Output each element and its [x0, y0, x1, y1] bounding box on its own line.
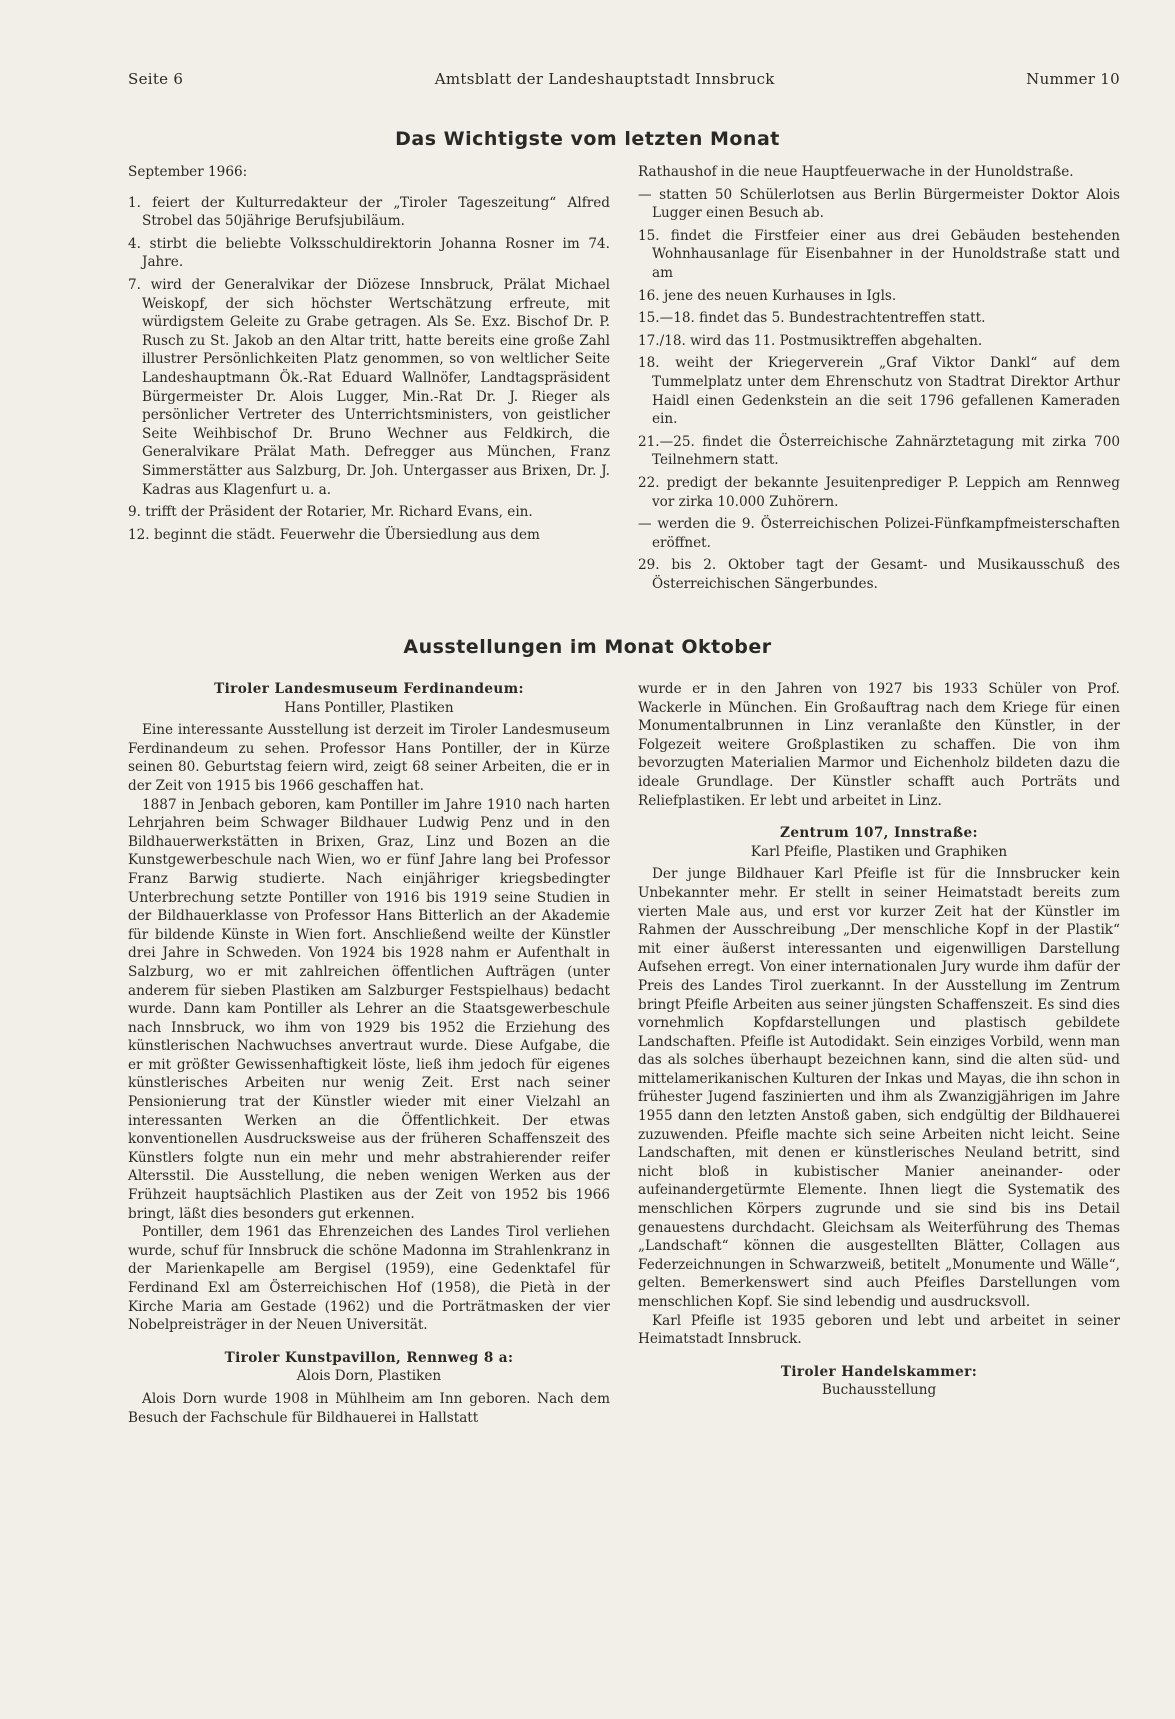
news-entry: — werden die 9. Österreichischen Polizei-Fünfkampfmeisterschaften eröffnet. [638, 516, 1120, 551]
publication-title: Amtsblatt der Landeshauptstadt Innsbruck [434, 70, 775, 88]
exhibitions-column-right [638, 680, 1120, 1404]
news-entry: 12. beginnt die städt. Feuerwehr die Übersiedlung aus dem [128, 526, 540, 543]
news-entry: 22. predigt der bekannte Jesuitenprediger P. Leppich am Rennweg vor zirka 10.000 Zuhörern. [638, 474, 1120, 510]
news-entry: 17./18. wird das 11. Postmusiktreffen abgehalten. [638, 332, 983, 349]
zentrum-heading: Zentrum 107, Innstraße: [780, 825, 978, 842]
news-entry-continued: Rathaushof in die neue Hauptfeuerwache in der Hunoldstraße. [638, 164, 1074, 180]
news-entry: 7. wird der Generalvikar der Diözese Innsbruck, Prälat Michael Weiskopf, der sich höchster Wertschätzung erfreute, mit würdigstem Geleite zu Grabe getragen. Als Se. Exz. Bischof Dr. P. Rusch zu St. Jakob an den Altar tritt, hatte bereits eine große Zahl illustrer Persönlichkeiten Platz genommen, so von weltlicher Seite Landeshauptmann Ök.-Rat Eduard Wallnöfer, Landtagspräsident Bürgermeister Dr. Alois Lugger, Min.-Rat Dr. J. Rieger als persönlicher Vertreter des Unterrichtsministers, von geistlicher Seite Weihbischof Dr. Bruno Wechner aus Feldkirch, die Generalvikare Prälat Math. Defregger aus München, Franz Simmerstätter aus Salzburg, Dr. Joh. Untergasser aus Brixen, Dr. J. Kadras aus Klagenfurt u. a. [128, 276, 610, 498]
news-column-left [128, 163, 610, 548]
news-entry: 21.—25. findet die Österreichische Zahnärztetagung mit zirka 700 Teilnehmern statt. [638, 433, 1120, 469]
month-label: September 1966: [128, 164, 248, 180]
news-entry: 4. stirbt die beliebte Volksschuldirektorin Johanna Rosner im 74. Jahre. [128, 235, 610, 271]
news-entry: 1. feiert der Kulturredakteur der „Tiroler Tageszeitung“ Alfred Strobel das 50jährige Berufsjubiläum. [128, 194, 610, 230]
news-entry: 15.—18. findet das 5. Bundestrachtentreffen statt. [638, 310, 986, 327]
page-header [128, 70, 1120, 88]
article-paragraph-continued: wurde er in den Jahren von 1927 bis 1933 Schüler von Prof. Wackerle in München. Ein Großauftrag nach dem Kriege für einen Monumentalbrunnen in Linz veranlaßte den Künstler, in der Folgezeit weitere Großplastiken zu schaffen. Die von ihm bevorzugten Materialien Marmor und Eichenholz bildeten dazu die ideale Grundlage. Der Künstler schafft auch Porträts und Reliefplastiken. Er lebt und arbeitet in Linz. [638, 681, 1120, 809]
handelskammer-subheading: Buchausstellung [821, 1382, 937, 1399]
zentrum-subheading: Karl Pfeifle, Plastiken und Graphiken [750, 843, 1008, 860]
page-number: Seite 6 [128, 70, 184, 88]
news-entry: 29. bis 2. Oktober tagt der Gesamt- und Musikausschuß des Österreichischen Sängerbundes. [638, 557, 1120, 592]
article-paragraph: 1887 in Jenbach geboren, kam Pontiller im Jahre 1910 nach harten Lehrjahren beim Schwager Bildhauer Ludwig Penz und in den Bildhauerwerkstätten in Brixen, Graz, Linz und Bozen an die Kunstgewerbeschule nach Wien, wo er fünf Jahre lang bei Professor Franz Barwig studierte. Nach einjähriger kriegsbedingter Unterbrechung setzte Pontiller von 1916 bis 1919 seine Studien in der Bildhauerklasse von Professor Hans Bitterlich an der Akademie für bildende Künste in Wien fort. Anschließend weilte der Künstler drei Jahre in Schweden. Von 1924 bis 1928 nahm er Aufenthalt in Salzburg, wo er mit zahlreichen öffentlichen Aufträgen (unter anderem für sieben Plastiken am Salzburger Festspielhaus) bedacht wurde. Dann kam Pontiller als Lehrer an die Staatsgewerbeschule nach Innsbruck, wo ihm von 1929 bis 1952 die Erziehung des künstlerischen Nachwuchses anvertraut wurde. Diese Aufgabe, die er mit größter Gewissenhaftigkeit löste, ließ ihm jedoch für eigenes künstlerisches Arbeiten nur wenig Zeit. Erst nach seiner Pensionierung trat der Künstler wieder mit einer Vielzahl an interessanten Werken an die Öffentlichkeit. Der etwas konventionellen Ausdrucksweise aus der früheren Schaffenszeit des Künstlers folgte nun ein mehr und mehr abstrahierender reifer Altersstil. Die Ausstellung, die neben wenigen Werken aus der Frühzeit hauptsächlich Plastiken aus der Zeit von 1952 bis 1966 bringt, läßt dies besonders gut erkennen. [128, 796, 610, 1222]
article-paragraph: Der junge Bildhauer Karl Pfeifle ist für die Innsbrucker kein Unbekannter mehr. Er stellt in seiner Heimatstadt bereits zum vierten Male aus, und erst vor kurzer Zeit hat der Künstler im Rahmen der Ausschreibung „Der menschliche Kopf in der Plastik“ mit einer äußerst interessanten und eigenwilligen Darstellung Aufsehen erregt. Von einer internationalen Jury wurde ihm dafür der Preis des Landes Tirol zuerkannt. In der Ausstellung im Zentrum bringt Pfeifle Arbeiten aus seiner jüngsten Schaffenszeit. Es sind dies vornehmlich Kopfdarstellungen und plastisch gebildete Landschaften. Pfeifle ist Autodidakt. Sein einziges Vorbild, wenn man das als solches überhaupt bezeichnen kann, sind die alten süd- und mittelamerikanischen Kulturen der Inkas und Mayas, die ihn schon in frühester Jugend faszinierten und ihm als Zwanzigjährigen im Jahre 1955 dann den letzten Anstoß gaben, sich endgültig der Bildhauerei zuzuwenden. Pfeifle machte sich seine Arbeiten nicht leicht. Seine Landschaften, mit denen er künstlerisches Neuland betritt, sind nicht bloß in kubistischer Manier aneinander- oder aufeinandergetürmte Elemente. Ihnen liegt die Systematik des menschlichen Körpers zugrunde und sie sind bis ins Detail genauestens durchdacht. Gleichsam als Weiterführung des Themas „Landschaft“ können die ausgestellten Blätter, Collagen aus Federzeichnungen in Schwarzweiß, betitelt „Monumente und Wälle“, gelten. Bemerkenswert sind auch Pfeifles Darstellungen vom menschlichen Kopf. Sie sind lebendig und ausdrucksvoll. [638, 866, 1120, 1310]
ferdinandeum-subheading: Hans Pontiller, Plastiken [284, 699, 454, 716]
news-entry: — statten 50 Schülerlotsen aus Berlin Bürgermeister Doktor Alois Lugger einen Besuch ab. [638, 186, 1120, 222]
handelskammer-heading: Tiroler Handelskammer: [780, 1363, 978, 1380]
news-entry: 15. findet die Firstfeier einer aus drei Gebäuden bestehenden Wohnhausanlage für Eisenbahner in der Hunoldstraße statt und am [638, 227, 1120, 281]
ferdinandeum-heading: Tiroler Landesmuseum Ferdinandeum: [214, 681, 524, 697]
article-paragraph: Karl Pfeifle ist 1935 geboren und lebt und arbeitet in seiner Heimatstadt Innsbruck. [638, 1312, 1120, 1348]
section-title-exhibitions: Ausstellungen im Monat Oktober [403, 636, 772, 658]
issue-number: Nummer 10 [1026, 70, 1120, 88]
news-entry: 18. weiht der Kriegerverein „Graf Viktor Dankl“ auf dem Tummelplatz unter dem Ehrenschutz von Stadtrat Direktor Arthur Haidl einen Gedenkstein an die seit 1796 gefallenen Kameraden ein. [638, 355, 1120, 428]
article-paragraph: Alois Dorn wurde 1908 in Mühlheim am Inn geboren. Nach dem Besuch der Fachschule für Bildhauerei in Hallstatt [128, 1390, 610, 1426]
news-entry: 16. jene des neuen Kurhauses in Igls. [638, 287, 897, 304]
section-title-monthly-news: Das Wichtigste vom letzten Monat [395, 128, 780, 150]
kunstpavillon-heading: Tiroler Kunstpavillon, Rennweg 8 a: [224, 1349, 514, 1366]
news-column-right [638, 163, 1120, 597]
article-paragraph: Eine interessante Ausstellung ist derzeit im Tiroler Landesmuseum Ferdinandeum zu sehen. Professor Hans Pontiller, der in Kürze seinen 80. Geburtstag feiern wird, zeigt 68 seiner Arbeiten, die er in der Zeit von 1915 bis 1966 geschaffen hat. [128, 722, 610, 794]
exhibitions-column-left [128, 680, 610, 1427]
news-entry: 9. trifft der Präsident der Rotarier, Mr. Richard Evans, ein. [128, 504, 533, 521]
kunstpavillon-subheading: Alois Dorn, Plastiken [296, 1368, 442, 1385]
article-paragraph: Pontiller, dem 1961 das Ehrenzeichen des Landes Tirol verliehen wurde, schuf für Innsbruck die schöne Madonna im Strahlenkranz in der Marienkapelle am Bergisel (1959), eine Gedenktafel für Ferdinand Exl am Österreichischen Hof (1958), die Pietà in der Kirche Maria am Gestade (1962) und die Porträtmasken der vier Nobelpreisträger in der Neuen Universität. [128, 1224, 610, 1334]
